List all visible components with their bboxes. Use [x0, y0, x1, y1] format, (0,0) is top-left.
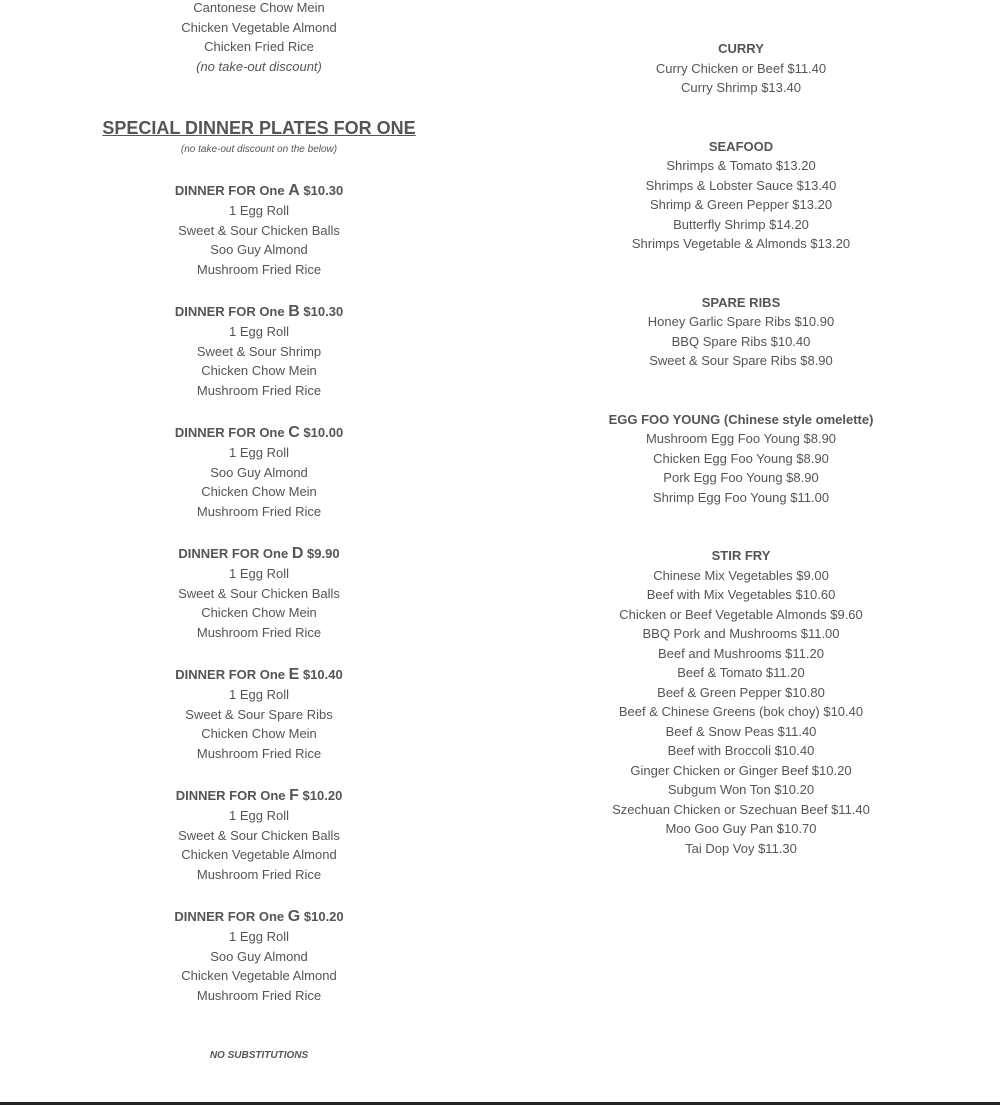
dinner-plate-item: Chicken Chow Mein [201, 484, 317, 499]
menu-item: Beef & Chinese Greens (bok choy) $10.40 [618, 704, 864, 719]
dinner-plates-list [19, 180, 499, 1005]
dinner-plate-letter: D [291, 545, 304, 562]
special-plates-note: (no take-out discount on the below) [180, 144, 338, 155]
dinner-plate-e [19, 664, 499, 763]
menu-item: Shrimp Egg Foo Young $11.00 [652, 489, 830, 505]
dinner-plate-heading [19, 785, 499, 806]
dinner-plate-letter: B [288, 303, 300, 320]
menu-item: Szechuan Chicken or Szechuan Beef $11.40 [612, 801, 870, 817]
menu-item: Beef & Snow Peas $11.40 [665, 723, 817, 739]
dinner-plate-item: 1 Egg Roll [229, 808, 289, 823]
dinner-plate-c [19, 422, 499, 521]
dinner-plate-heading [19, 906, 499, 927]
menu-section-title: EGG FOO YOUNG (Chinese style omelette) [608, 411, 874, 427]
special-plates-title: SPECIAL DINNER PLATES FOR ONE [102, 118, 416, 138]
dinner-plate-item: 1 Egg Roll [229, 566, 289, 581]
menu-sections-list [501, 39, 981, 858]
menu-item: Pork Egg Foo Young $8.90 [663, 470, 819, 485]
menu-item: Shrimps & Lobster Sauce $13.40 [645, 177, 837, 193]
dinner-plate-item: Mushroom Fried Rice [196, 624, 322, 640]
dinner-plate-heading [19, 422, 499, 443]
dinner-plate-item: Chicken Chow Mein [201, 726, 317, 741]
dinner-plate-item: Mushroom Fried Rice [196, 745, 322, 761]
menu-item: Shrimp & Green Pepper $13.20 [649, 197, 833, 212]
dinner-plate-item: 1 Egg Roll [229, 929, 289, 944]
dinner-plate-heading [19, 301, 499, 322]
dinner-plate-item: Sweet & Sour Chicken Balls [178, 222, 340, 238]
dinner-plate-prefix: DINNER FOR One [175, 788, 286, 803]
menu-item: Chicken Fried Rice [204, 39, 314, 54]
left-menu-column [19, 0, 499, 1063]
menu-item: Cantonese Chow Mein [193, 0, 325, 15]
menu-section [501, 293, 981, 371]
dinner-plate-letter: A [288, 182, 300, 199]
dinner-plate-item: Chicken Chow Mein [201, 605, 317, 620]
menu-item: Chicken Vegetable Almond [181, 19, 337, 35]
menu-item: Beef and Mushrooms $11.20 [658, 645, 824, 661]
dinner-plate-item: Chicken Vegetable Almond [181, 968, 337, 983]
dinner-plate-item: Mushroom Fried Rice [196, 987, 322, 1003]
dinner-plate-item: 1 Egg Roll [229, 203, 289, 218]
dinner-plate-item: Sweet & Sour Shrimp [196, 343, 322, 359]
menu-item: Subgum Won Ton $10.20 [667, 782, 815, 797]
menu-item: Curry Shrimp $13.40 [681, 80, 801, 95]
menu-item: Butterfly Shrimp $14.20 [673, 216, 809, 232]
dinner-plate-prefix: DINNER FOR One [175, 667, 286, 682]
menu-item: Mushroom Egg Foo Young $8.90 [645, 431, 837, 446]
menu-item: Chicken Egg Foo Young $8.90 [653, 450, 829, 466]
menu-item: Curry Chicken or Beef $11.40 [655, 60, 827, 76]
dinner-plate-item: Sweet & Sour Chicken Balls [178, 585, 340, 601]
dinner-plate-item: Sweet & Sour Chicken Balls [178, 827, 340, 843]
dinner-plate-letter: C [288, 424, 300, 441]
dinner-plate-prefix: DINNER FOR One [174, 909, 285, 924]
menu-item: Moo Goo Guy Pan $10.70 [665, 821, 817, 836]
dinner-plate-item: Mushroom Fried Rice [196, 382, 322, 398]
dinner-plate-letter: G [287, 908, 301, 925]
dinner-plate-item: 1 Egg Roll [229, 687, 289, 702]
dinner-plate-prefix: DINNER FOR One [174, 304, 285, 319]
dinner-plate-f [19, 785, 499, 884]
menu-section-title: SPARE RIBS [701, 294, 781, 310]
menu-item: Chinese Mix Vegetables $9.00 [653, 567, 829, 583]
dinner-plate-item: 1 Egg Roll [229, 324, 289, 339]
dinner-plate-item: Mushroom Fried Rice [196, 261, 322, 277]
dinner-plate-price: $10.20 [302, 788, 343, 803]
menu-item: BBQ Spare Ribs $10.40 [671, 333, 811, 349]
menu-section-title: CURRY [718, 41, 764, 56]
dinner-plate-heading [19, 664, 499, 685]
dinner-plate-price: $10.00 [303, 425, 344, 440]
menu-section-title: STIR FRY [711, 548, 771, 563]
dinner-plate-item: Mushroom Fried Rice [196, 866, 322, 882]
dinner-plate-item: Chicken Chow Mein [201, 363, 317, 378]
menu-item: BBQ Pork and Mushrooms $11.00 [642, 626, 840, 641]
menu-item: Shrimps & Tomato $13.20 [666, 158, 816, 173]
dinner-plate-item: Chicken Vegetable Almond [181, 847, 337, 862]
dinner-plate-price: $10.40 [302, 667, 343, 682]
dinner-plate-item: Soo Guy Almond [210, 242, 308, 257]
dinner-plate-letter: E [288, 666, 300, 683]
dinner-plate-price: $10.30 [303, 183, 344, 198]
dinner-plate-prefix: DINNER FOR One [174, 425, 285, 440]
menu-section [501, 39, 981, 98]
dinner-plate-b [19, 301, 499, 400]
dinner-plate-g [19, 906, 499, 1005]
menu-item: Chicken or Beef Vegetable Almonds $9.60 [619, 606, 863, 622]
take-out-note: (no take-out discount) [196, 58, 322, 74]
menu-item: Beef with Broccoli $10.40 [667, 743, 815, 758]
menu-item: Honey Garlic Spare Ribs $10.90 [647, 314, 835, 329]
dinner-plate-item: Soo Guy Almond [210, 948, 308, 964]
menu-section [501, 137, 981, 254]
dinner-plate-a [19, 180, 499, 279]
dinner-plate-price: $10.20 [303, 909, 344, 924]
menu-item: Beef & Green Pepper $10.80 [657, 684, 825, 700]
dinner-plate-item: Mushroom Fried Rice [196, 503, 322, 519]
dinner-plate-letter: F [289, 787, 299, 804]
menu-item: Beef with Mix Vegetables $10.60 [646, 587, 836, 602]
menu-item: Shrimps Vegetable & Almonds $13.20 [631, 236, 851, 251]
top-items-list [19, 0, 499, 76]
dinner-plate-prefix: DINNER FOR One [174, 183, 285, 198]
dinner-plate-price: $9.90 [307, 546, 340, 561]
dinner-plate-heading [19, 543, 499, 564]
dinner-plate-d [19, 543, 499, 642]
menu-section [501, 546, 981, 858]
dinner-plate-item: Soo Guy Almond [210, 464, 308, 480]
right-menu-column [501, 0, 981, 858]
menu-section [501, 410, 981, 508]
dinner-plate-price: $10.30 [303, 304, 344, 319]
menu-item: Sweet & Sour Spare Ribs $8.90 [649, 353, 833, 368]
menu-section-title: SEAFOOD [708, 138, 774, 154]
dinner-plate-prefix: DINNER FOR One [178, 546, 289, 561]
dinner-plate-item: 1 Egg Roll [229, 445, 289, 460]
dinner-plate-heading [19, 180, 499, 201]
menu-item: Ginger Chicken or Ginger Beef $10.20 [630, 762, 852, 778]
menu-item: Beef & Tomato $11.20 [677, 665, 805, 680]
no-substitutions-note: NO SUBSTITUTIONS [209, 1050, 309, 1061]
dinner-plate-item: Sweet & Sour Spare Ribs [185, 706, 333, 722]
menu-item: Tai Dop Voy $11.30 [685, 840, 797, 856]
